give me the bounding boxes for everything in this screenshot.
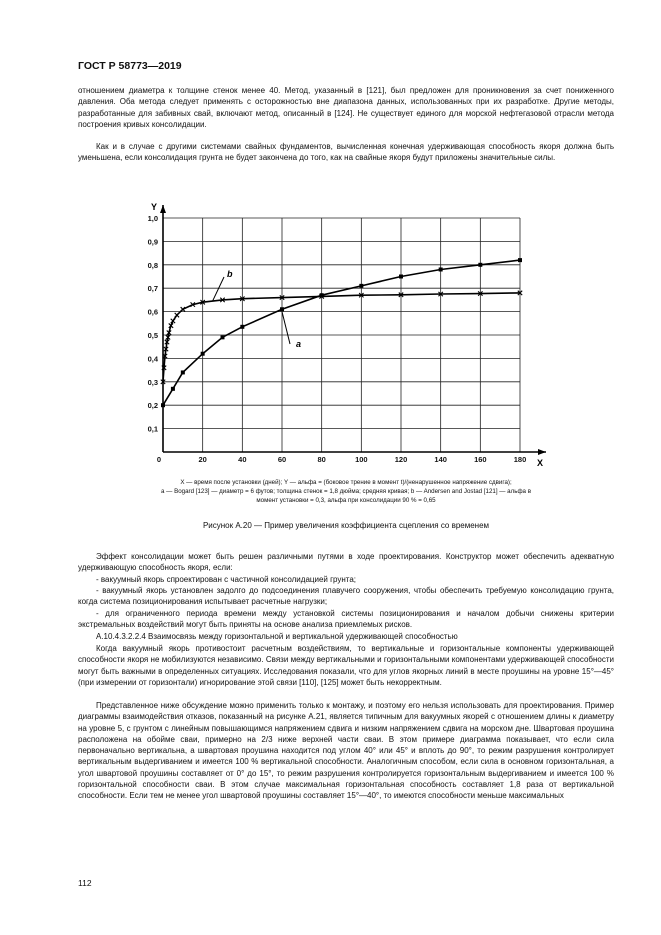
- y-axis-arrow: [160, 205, 166, 213]
- data-point-a: [439, 267, 443, 271]
- x-axis-label: X: [536, 458, 544, 468]
- y-tick-label: 0,3: [147, 377, 158, 387]
- x-tick-label: 140: [434, 455, 447, 464]
- figure-legend-line-2: a — Bogard [123] — диаметр = 6 футов; толщина стенок = 1,8 дюйма; средняя кривая; b — Andersen and Jostad [121] — альфа в: [161, 488, 531, 495]
- data-point-a: [161, 403, 165, 407]
- y-tick-label: 0,5: [147, 331, 158, 340]
- paragraph-2: Как и в случае с другими системами свайных фундаментов, вычисленная конечная удерживающая способность якоря должна быть уменьшена, если консолидация грунта не будет закончена до того, как на свайные якоря будут приложены значительные силы.: [78, 142, 614, 163]
- chart-grid: [163, 218, 520, 452]
- y-tick-label: 0,6: [147, 307, 158, 317]
- x-tick-label: 100: [355, 455, 368, 464]
- chart-annotations: [213, 269, 301, 349]
- annotation-label-b: b: [227, 269, 233, 279]
- annotation-label-a: a: [296, 339, 302, 349]
- y-tick-label: 1,0: [147, 214, 158, 223]
- data-point-a: [201, 352, 205, 356]
- y-tick-label: 0,9: [147, 237, 158, 247]
- y-tick-label: 0,1: [147, 424, 158, 434]
- data-point-b: [175, 313, 179, 317]
- x-tick-label: 120: [394, 455, 408, 464]
- list-item-1: - вакуумный якорь спроектирован с частичной консолидацией грунта;: [96, 575, 357, 584]
- y-tick-label: 0,8: [147, 260, 158, 270]
- consolidation-chart: [120, 198, 550, 470]
- list-item-2: - вакуумный якорь установлен задолго до подсоединения плавучего сооружения, чтобы обеспечить требуемую консолидацию грунта, когда система позиционирования испытывает расчетные нагрузки;: [78, 586, 614, 607]
- x-tick-label: 40: [238, 455, 247, 464]
- figure-caption: Рисунок А.20 — Пример увеличения коэффициента сцепления со временем: [202, 521, 490, 530]
- x-tick-label: 180: [513, 455, 527, 464]
- data-point-a: [478, 263, 482, 267]
- data-point-a: [359, 284, 363, 288]
- data-point-a: [280, 307, 284, 311]
- annotation-leader-b: [213, 277, 224, 301]
- paragraph-5: Представленное ниже обсуждение можно применить только к монтажу, и поэтому его нельзя использовать для проектирования. Пример диаграммы взаимодействия отказов, показанный на рисунке А.21, является типичным для вакуумных якорей с отношением длины к диаметру на уровне 5, с грунтом с линейным повышающимся напряжением сдвига и низким напряжением сдвига на морском дне. Швартовая проушина расположена на обойме сваи, примерно на 2/3 ниже верхней части сваи. В этом примере диаграмма показывает, что если сила первоначально вертикальна, а швартовая проушина находится под углом 40° или 45° и вплоть до 90°, то режим разрушения контролирует вертикальным выдергиванием и имеется 100 % вертикальной способности. Аналогичным способом, если сила в основном горизонтальная, а угол швартовой проушины составляет от 0° до 15°, то режим разрушения контролируется горизонтальным выдергиванием и имеется 100 % горизонтальной способности сваи. В этом случае максимальная горизонтальная способность составляет 1,8 раза от вертикальной способности. Если тем не менее угол швартовой проушины составляет 15°—40°, то имеются способности меньше максимальных: [78, 701, 614, 801]
- paragraph-4: Когда вакуумный якорь противостоит расчетным воздействиям, то вертикальные и горизонтальные компоненты удерживающей способности якоря не мобилизуются независимо. Связи между вертикальными и горизонтальными компонентами удерживающей способности могут быть важными в определенных ситуациях. Исследования показали, что для углов якорных линий в месте проушины на уровне 15°—45° (при измерении от горизонтали) игнорирование этой связи [110], [125] может быть некорректным.: [78, 644, 614, 687]
- x-axis-arrow: [538, 449, 546, 455]
- y-tick-label: 0,2: [147, 401, 158, 411]
- x-tick-label: 20: [198, 455, 207, 464]
- data-point-a: [181, 370, 185, 374]
- annotation-leader-a: [282, 312, 290, 344]
- series-line-a: [163, 260, 520, 405]
- figure-legend-line-1: X — время после установки (дней); Y — альфа = (боковое трение в момент t)/(ненарушенное напряжение сдвига);: [180, 479, 512, 486]
- series-line-b: [163, 293, 520, 382]
- chart-series: [161, 258, 522, 407]
- y-tick-label: 0,7: [147, 284, 158, 294]
- y-tick-label: 0,4: [147, 354, 158, 364]
- paragraph-3: Эффект консолидации может быть решен различными путями в ходе проектирования. Конструктор может обеспечить адекватную удерживающую способность якоря, если:: [78, 552, 614, 573]
- data-point-a: [171, 387, 175, 391]
- x-tick-label: 60: [277, 455, 287, 464]
- section-heading: А.10.4.3.2.2.4 Взаимосвязь между горизонтальной и вертикальной удерживающей способностью: [96, 632, 458, 641]
- paragraph-1: отношением диаметра к толщине стенок менее 40. Метод, указанный в [121], был предложен для проникновения за счет пониженного давления. Оба метода следует применять с осторожностью вне диапазона данных, использованных при их разработке. Другие методы, разработанные для забивных свай, включают метод, описанный в [124]. Не существует единого для морской нефтегазовой отрасли метода построения кривых консолидации.: [78, 86, 614, 129]
- x-tick-label: 80: [317, 455, 326, 464]
- figure-legend-line-3: момент установки = 0,3, альфа при консолидации 90 % = 0,65: [256, 497, 436, 504]
- data-point-a: [240, 325, 244, 329]
- data-point-a: [221, 335, 225, 339]
- x-tick-label: 0: [156, 455, 162, 464]
- page-number: 112: [78, 878, 92, 888]
- chart-axes: [160, 205, 546, 455]
- x-tick-label: 160: [474, 455, 487, 464]
- document-header: ГОСТ Р 58773—2019: [78, 60, 182, 72]
- y-axis-label: Y: [150, 202, 158, 212]
- list-item-3: - для ограниченного периода времени между установкой системы позиционирования и началом добычи снижены критерии экстремальных воздействий могут быть приняты на основе анализа приемлемых рисков.: [78, 609, 614, 630]
- data-point-a: [399, 275, 403, 279]
- data-point-a: [518, 258, 522, 262]
